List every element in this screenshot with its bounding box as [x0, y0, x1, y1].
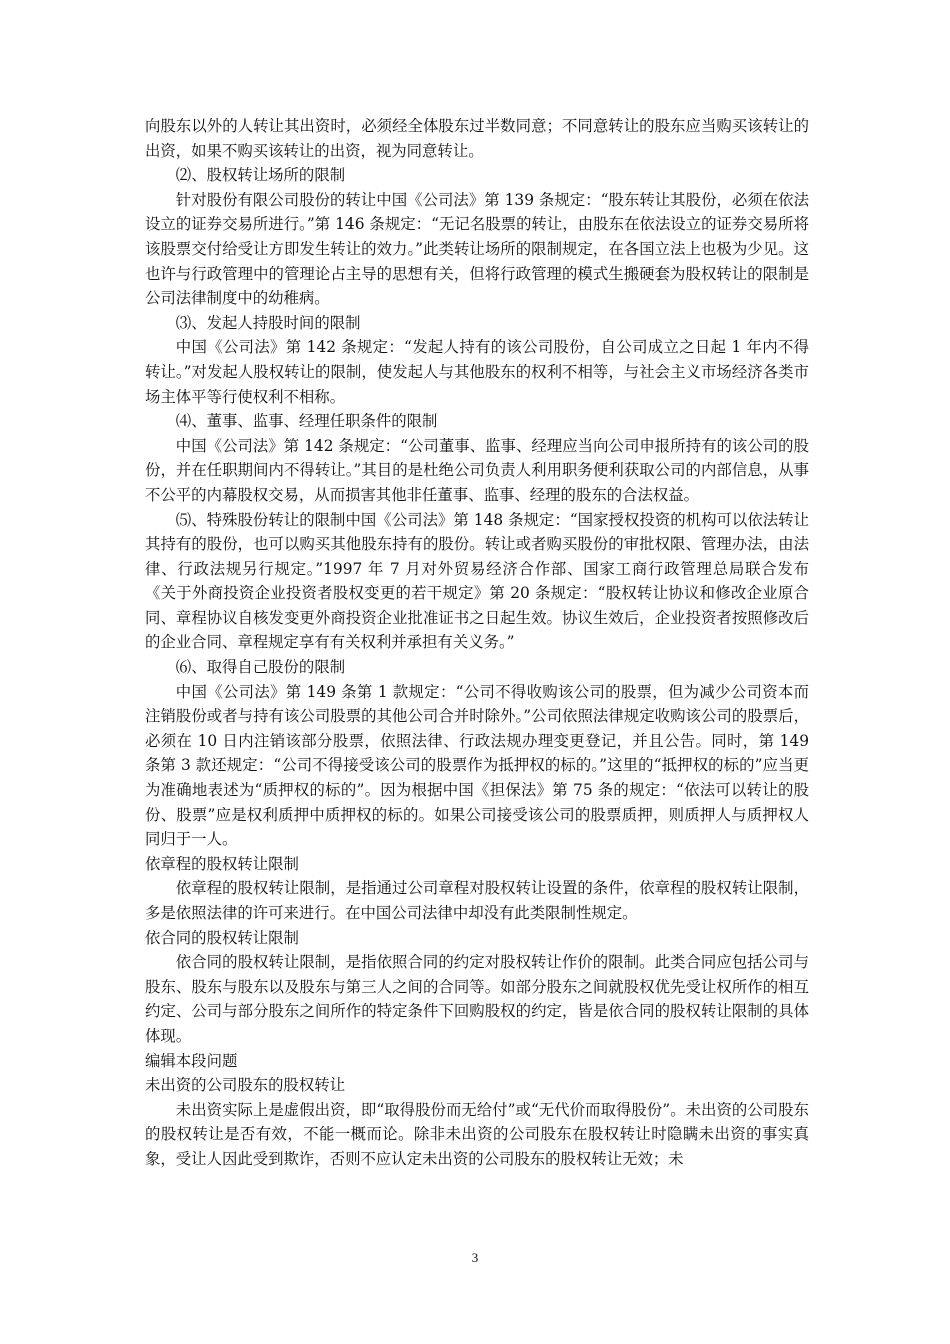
paragraph-unpaid-capital: 未出资实际上是虚假出资，即“取得股份而无给付”或“无代价而取得股份”。未出资的公司股东的股权转让是否有效，不能一概而论。除非未出资的公司股东在股权转让时隐瞒未出资的事实真象，受让人因此受到欺诈，否则不应认定未出资的公司股东的股权转让无效；未 — [145, 1100, 809, 1168]
paragraph-transfer-consent: 向股东以外的人转让其出资时，必须经全体股东过半数同意；不同意转让的股东应当购买该转让的出资，如果不购买该转让的出资，视为同意转让。 — [145, 117, 809, 160]
heading-own-shares: ⑹、取得自己股份的限制 — [175, 658, 346, 677]
section-title-contract: 依合同的股权转让限制 — [145, 928, 299, 947]
section-title-issues: 编辑本段问题 — [145, 1051, 238, 1070]
heading-transfer-venue: ⑵、股权转让场所的限制 — [175, 166, 346, 185]
paragraph-special-shares: ⑸、特殊股份转让的限制中国《公司法》第 148 条规定：“国家授权投资的机构可以依法转让其持有的股份，也可以购买其他股东持有的股份。转让或者购买股份的审批权限、管理办法，由法律、行政法规另行规定。”1997 年 7 月对外贸易经济合作部、国家工商行政管理总局联合发布《关于外商投资企业投资者股权变更的若干规定》第 20 条规定：“股权转让协议和修改企业原合同、章程协议自核发变更外商投资企业批准证书之日起生效。协议生效后，企业投资者按照修改后的企业合同、章程规定享有有关权利并承担有关义务。” — [145, 510, 809, 652]
paragraph-own-shares: 中国《公司法》第 149 条第 1 款规定：“公司不得收购该公司的股票，但为减少公司资本而注销股份或者与持有该公司股票的其他公司合并时除外。”公司依照法律规定收购该公司的股票后，必须在 10 日内注销该部分股票，依照法律、行政法规办理变更登记，并且公告。同时，第 149 条第 3 款还规定：“公司不得接受该公司的股票作为抵押权的标的。”这里的“抵押权的标的”应当更为准确地表述为“质押权的标的”。因为根据中国《担保法》第 75 条的规定：“依法可以转让的股份、股票”应是权利质押中质押权的标的。如果公司接受该公司的股票质押，则质押人与质押权人同归于一人。 — [145, 682, 809, 849]
paragraph-contract: 依合同的股权转让限制，是指依照合同的约定对股权转让作价的限制。此类合同应包括公司与股东、股东与股东以及股东与第三人之间的合同等。如部分股东之间就股权优先受让权所作的相互约定、公司与部分股东之间所作的特定条件下回购股权的约定，皆是依合同的股权转让限制的具体体现。 — [145, 953, 809, 1045]
heading-officer-restrictions: ⑷、董事、监事、经理任职条件的限制 — [175, 412, 438, 431]
paragraph-articles: 依章程的股权转让限制，是指通过公司章程对股权转让设置的条件，依章程的股权转让限制，多是依照法律的许可来进行。在中国公司法律中却没有此类限制性规定。 — [145, 879, 809, 922]
paragraph-officer-restrictions: 中国《公司法》第 142 条规定：“公司董事、监事、经理应当向公司申报所持有的该公司的股份，并在任职期间内不得转让。”其目的是杜绝公司负责人利用职务便利获取公司的内部信息，从事不公平的内幕股权交易，从而损害其他非任董事、监事、经理的股东的合法权益。 — [145, 436, 809, 504]
page-number: 3 — [471, 1250, 479, 1265]
paragraph-founder-holding-period: 中国《公司法》第 142 条规定：“发起人持有的该公司股份，自公司成立之日起 1 年内不得转让。”对发起人股权转让的限制，使发起人与其他股东的权利不相等，与社会主义市场经济各类市场主体平等行使权利不相称。 — [145, 338, 809, 406]
document-page — [145, 114, 809, 1172]
heading-founder-holding-period: ⑶、发起人持股时间的限制 — [175, 313, 361, 332]
section-title-articles: 依章程的股权转让限制 — [145, 854, 299, 873]
paragraph-transfer-venue: 针对股份有限公司股份的转让中国《公司法》第 139 条规定：“股东转让其股份，必须在依法设立的证券交易所进行。”第 146 条规定：“无记名股票的转让，由股东在依法设立的证券交易所将该股票交付给受让方即发生转让的效力。”此类转让场所的限制规定，在各国立法上也极为少见。这也许与行政管理中的管理论占主导的思想有关，但将行政管理的模式生搬硬套为股权转让的限制是公司法律制度中的幼稚病。 — [145, 190, 809, 308]
section-title-unpaid-capital: 未出资的公司股东的股权转让 — [145, 1076, 346, 1095]
